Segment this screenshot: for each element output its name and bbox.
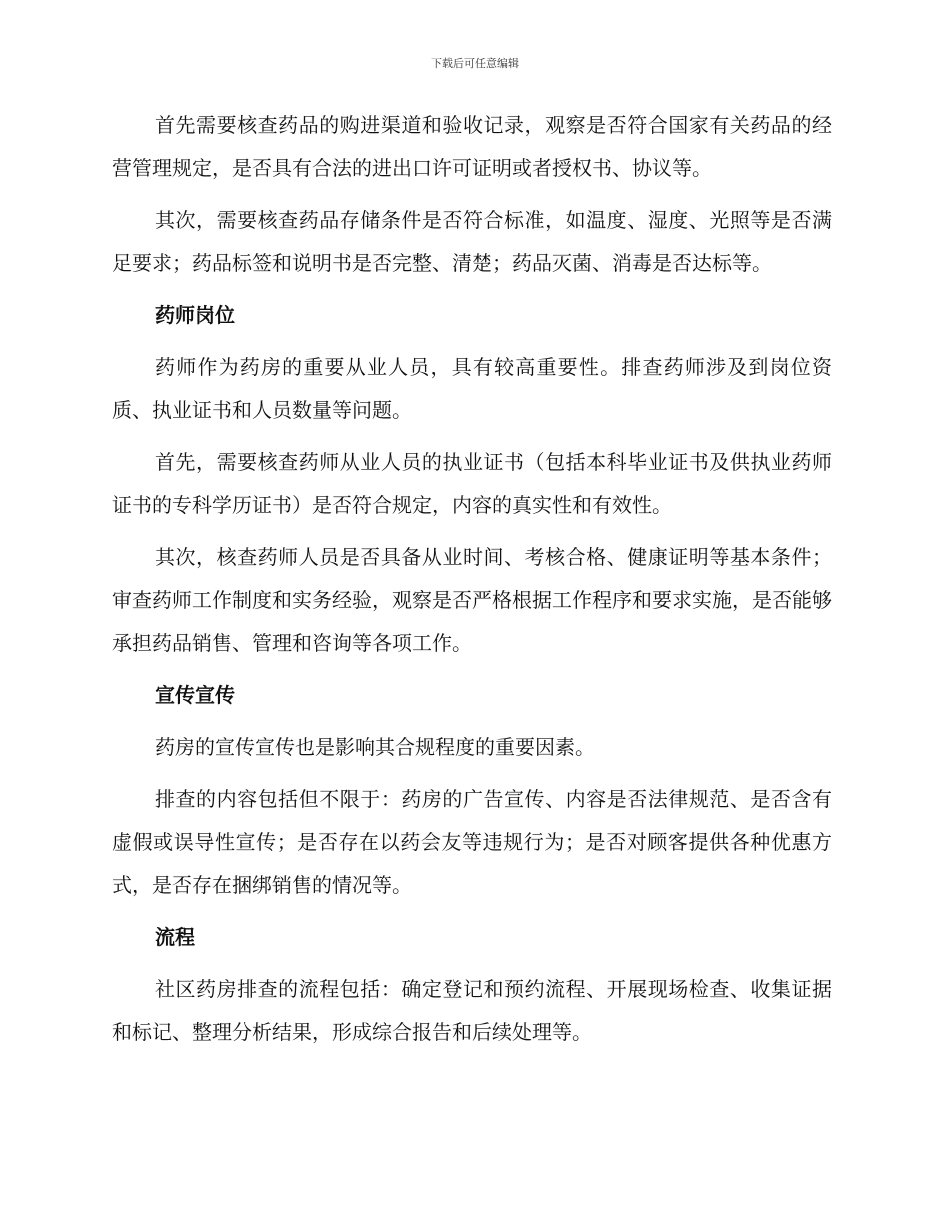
paragraph-publicity-content: 排查的内容包括但不限于：药房的广告宣传、内容是否法律规范、是否含有虚假或误导性宣传；是否存在以药会友等违规行为；是否对顾客提供各种优惠方式，是否存在捆绑销售的情况等。 xyxy=(112,787,832,897)
paragraph-pharmacist-certificates: 首先，需要核查药师从业人员的执业证书（包括本科毕业证书及供执业药师证书的专科学历证书）是否符合规定，内容的真实性和有效性。 xyxy=(112,450,832,517)
paragraph-process: 社区药房排查的流程包括：确定登记和预约流程、开展现场检查、收集证据和标记、整理分析结果，形成综合报告和后续处理等。 xyxy=(112,977,832,1044)
paragraph-purchase-channels: 首先需要核查药品的购进渠道和验收记录，观察是否符合国家有关药品的经营管理规定，是否具有合法的进出口许可证明或者授权书、协议等。 xyxy=(112,113,832,180)
paragraph-publicity-intro: 药房的宣传宣传也是影响其合规程度的重要因素。 xyxy=(155,735,595,759)
section-heading-process: 流程 xyxy=(155,925,195,949)
section-heading-publicity: 宣传宣传 xyxy=(155,683,235,707)
paragraph-storage-conditions: 其次，需要核查药品存储条件是否符合标准，如温度、湿度、光照等是否满足要求；药品标签和说明书是否完整、清楚；药品灭菌、消毒是否达标等。 xyxy=(112,208,832,275)
paragraph-pharmacist-intro: 药师作为药房的重要从业人员，具有较高重要性。排查药师涉及到岗位资质、执业证书和人员数量等问题。 xyxy=(112,355,832,422)
page-header: 下载后可任意编辑 xyxy=(431,57,519,70)
section-heading-pharmacist: 药师岗位 xyxy=(155,303,235,327)
document-body xyxy=(112,104,832,1063)
paragraph-pharmacist-conditions: 其次，核查药师人员是否具备从业时间、考核合格、健康证明等基本条件；审查药师工作制度和实务经验，观察是否严格根据工作程序和要求实施，是否能够承担药品销售、管理和咨询等各项工作。 xyxy=(112,545,832,655)
